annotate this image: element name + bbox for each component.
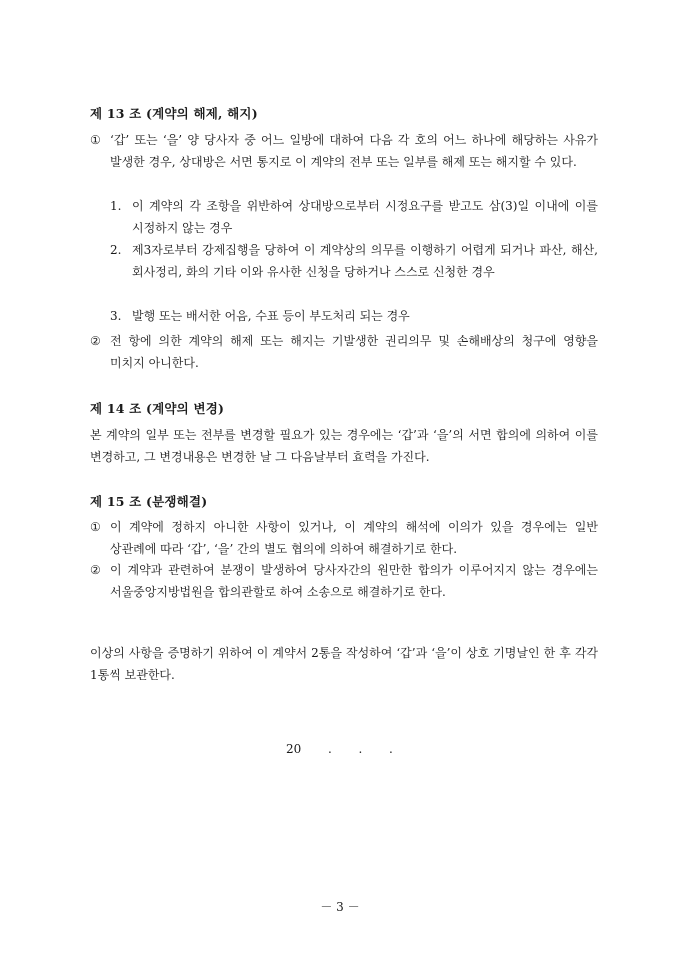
page-number: － 3 － bbox=[320, 900, 360, 914]
paragraph-marker: ① bbox=[90, 133, 101, 147]
article-15-paragraph-1 bbox=[90, 516, 598, 560]
article-13-item-1 bbox=[110, 195, 598, 239]
article-13-paragraph-1 bbox=[90, 129, 598, 173]
article-15-paragraph-2 bbox=[90, 559, 598, 603]
article-14-title: 제 14 조 (계약의 변경) bbox=[90, 401, 225, 416]
paragraph-text: 이 계약에 정하지 아니한 사항이 있거나, 이 계약의 해석에 이의가 있을 경우에는 일반 상관례에 따라 ‘갑’, ‘을’ 간의 별도 협의에 의하여 해결하기로 한다. bbox=[110, 520, 598, 556]
item-marker: 1. bbox=[110, 199, 122, 213]
article-13-paragraph-2 bbox=[90, 330, 598, 374]
item-text: 이 계약의 각 조항을 위반하여 상대방으로부터 시정요구를 받고도 삼(3)일 이내에 이를 시정하지 않는 경우 bbox=[132, 199, 598, 235]
paragraph-text: 전 항에 의한 계약의 해제 또는 해지는 기발생한 권리의무 및 손해배상의 청구에 영향을 미치지 아니한다. bbox=[110, 334, 598, 370]
paragraph-text: ‘갑’ 또는 ‘을’ 양 당사자 중 어느 일방에 대하여 다음 각 호의 어느 하나에 해당하는 사유가 발생한 경우, 상대방은 서면 통지로 이 계약의 전부 또는 일부를 해제 또는 해지할 수 있다. bbox=[110, 133, 598, 169]
closing-statement: 이상의 사항을 증명하기 위하여 이 계약서 2통을 작성하여 ‘갑’과 ‘을’이 상호 기명날인 한 후 각각 1통씩 보관한다. bbox=[90, 646, 598, 682]
item-marker: 3. bbox=[110, 309, 122, 323]
date-line: 20 . . . bbox=[286, 742, 393, 756]
item-text: 발행 또는 배서한 어음, 수표 등이 부도처리 되는 경우 bbox=[132, 309, 410, 323]
paragraph-marker: ① bbox=[90, 520, 101, 534]
article-13-item-3 bbox=[110, 305, 598, 327]
item-marker: 2. bbox=[110, 243, 122, 257]
article-14-text: 본 계약의 일부 또는 전부를 변경할 필요가 있는 경우에는 ‘갑’과 ‘을’의 서면 합의에 의하여 이를 변경하고, 그 변경내용은 변경한 날 그 다음날부터 효력을 가진다. bbox=[90, 428, 598, 464]
article-15-title: 제 15 조 (분쟁해결) bbox=[90, 494, 208, 509]
paragraph-marker: ② bbox=[90, 334, 101, 348]
paragraph-marker: ② bbox=[90, 563, 101, 577]
article-13-item-2 bbox=[110, 239, 598, 283]
paragraph-text: 이 계약과 관련하여 분쟁이 발생하여 당사자간의 원만한 합의가 이루어지지 않는 경우에는 서울중앙지방법원을 합의관할로 하여 소송으로 해결하기로 한다. bbox=[110, 563, 598, 599]
item-text: 제3자로부터 강제집행을 당하여 이 계약상의 의무를 이행하기 어렵게 되거나 파산, 해산, 회사정리, 화의 기타 이와 유사한 신청을 당하거나 스스로 신청한 경우 bbox=[132, 243, 598, 279]
article-13-title: 제 13 조 (계약의 해제, 해지) bbox=[90, 106, 258, 121]
